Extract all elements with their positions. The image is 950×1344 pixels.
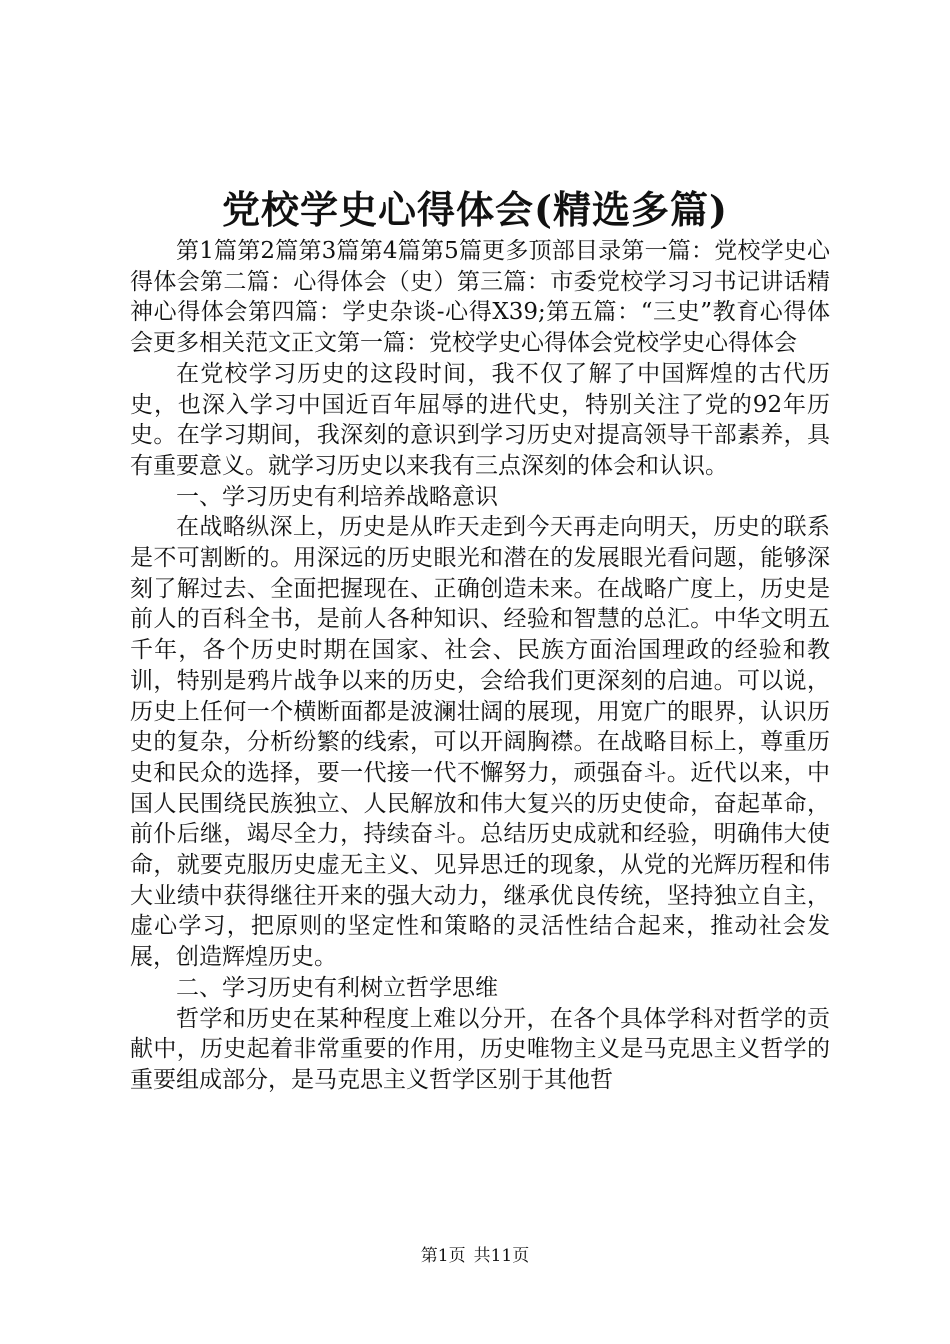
page-number: 第1页 <box>420 1246 466 1266</box>
paragraph-intro: 在党校学习历史的这段时间，我不仅了解了中国辉煌的古代历史，也深入学习中国近百年屈辱的进代史，特别关注了党的92年历史。在学习期间，我深刻的意识到学习历史对提高领导干部素养，具有重要意义。就学习历史以来我有三点深刻的体会和认识。 <box>130 360 830 479</box>
page-footer <box>0 1244 950 1268</box>
document-title: 党校学史心得体会(精选多篇) <box>222 187 728 232</box>
paragraph-philosophy: 哲学和历史在某种程度上难以分开，在各个具体学科对哲学的贡献中，历史起着非常重要的作用，历史唯物主义是马克思主义哲学的重要组成部分，是马克思主义哲学区别于其他哲 <box>130 1005 830 1093</box>
section-heading-2: 二、学习历史有利树立哲学思维 <box>176 974 498 1001</box>
paragraph-table-of-contents: 第1篇第2篇第3篇第4篇第5篇更多顶部目录第一篇：党校学史心得体会第二篇：心得体会（史）第三篇：市委党校学习习书记讲话精神心得体会第四篇：学史杂谈-心得X39;第五篇：“三史”教育心得体会更多相关范文正文第一篇：党校学史心得体会党校学史心得体会 <box>130 238 830 357</box>
document-body <box>130 236 830 1096</box>
page-total: 共11页 <box>473 1246 530 1266</box>
paragraph-strategy: 在战略纵深上，历史是从昨天走到今天再走向明天，历史的联系是不可割断的。用深远的历史眼光和潜在的发展眼光看问题，能够深刻了解过去、全面把握现在、正确创造未来。在战略广度上，历史是前人的百科全书，是前人各种知识、经验和智慧的总汇。中华文明五千年，各个历史时期在国家、社会、民族方面治国理政的经验和教训，特别是鸦片战争以来的历史，会给我们更深刻的启迪。可以说，历史上任何一个横断面都是波澜壮阔的展现，用宽广的眼界，认识历史的复杂，分析纷繁的线索，可以开阔胸襟。在战略目标上，尊重历史和民众的选择，要一代接一代不懈努力，顽强奋斗。近代以来，中国人民围绕民族独立、人民解放和伟大复兴的历史使命，奋起革命，前仆后继，竭尽全力，持续奋斗。总结历史成就和经验，明确伟大使命，就要克服历史虚无主义、见异思迁的现象，从党的光辉历程和伟大业绩中获得继往开来的强大动力，继承优良传统，坚持独立自主，虚心学习，把原则的坚定性和策略的灵活性结合起来，推动社会发展，创造辉煌历史。 <box>130 514 830 971</box>
section-heading-1: 一、学习历史有利培养战略意识 <box>176 483 498 510</box>
